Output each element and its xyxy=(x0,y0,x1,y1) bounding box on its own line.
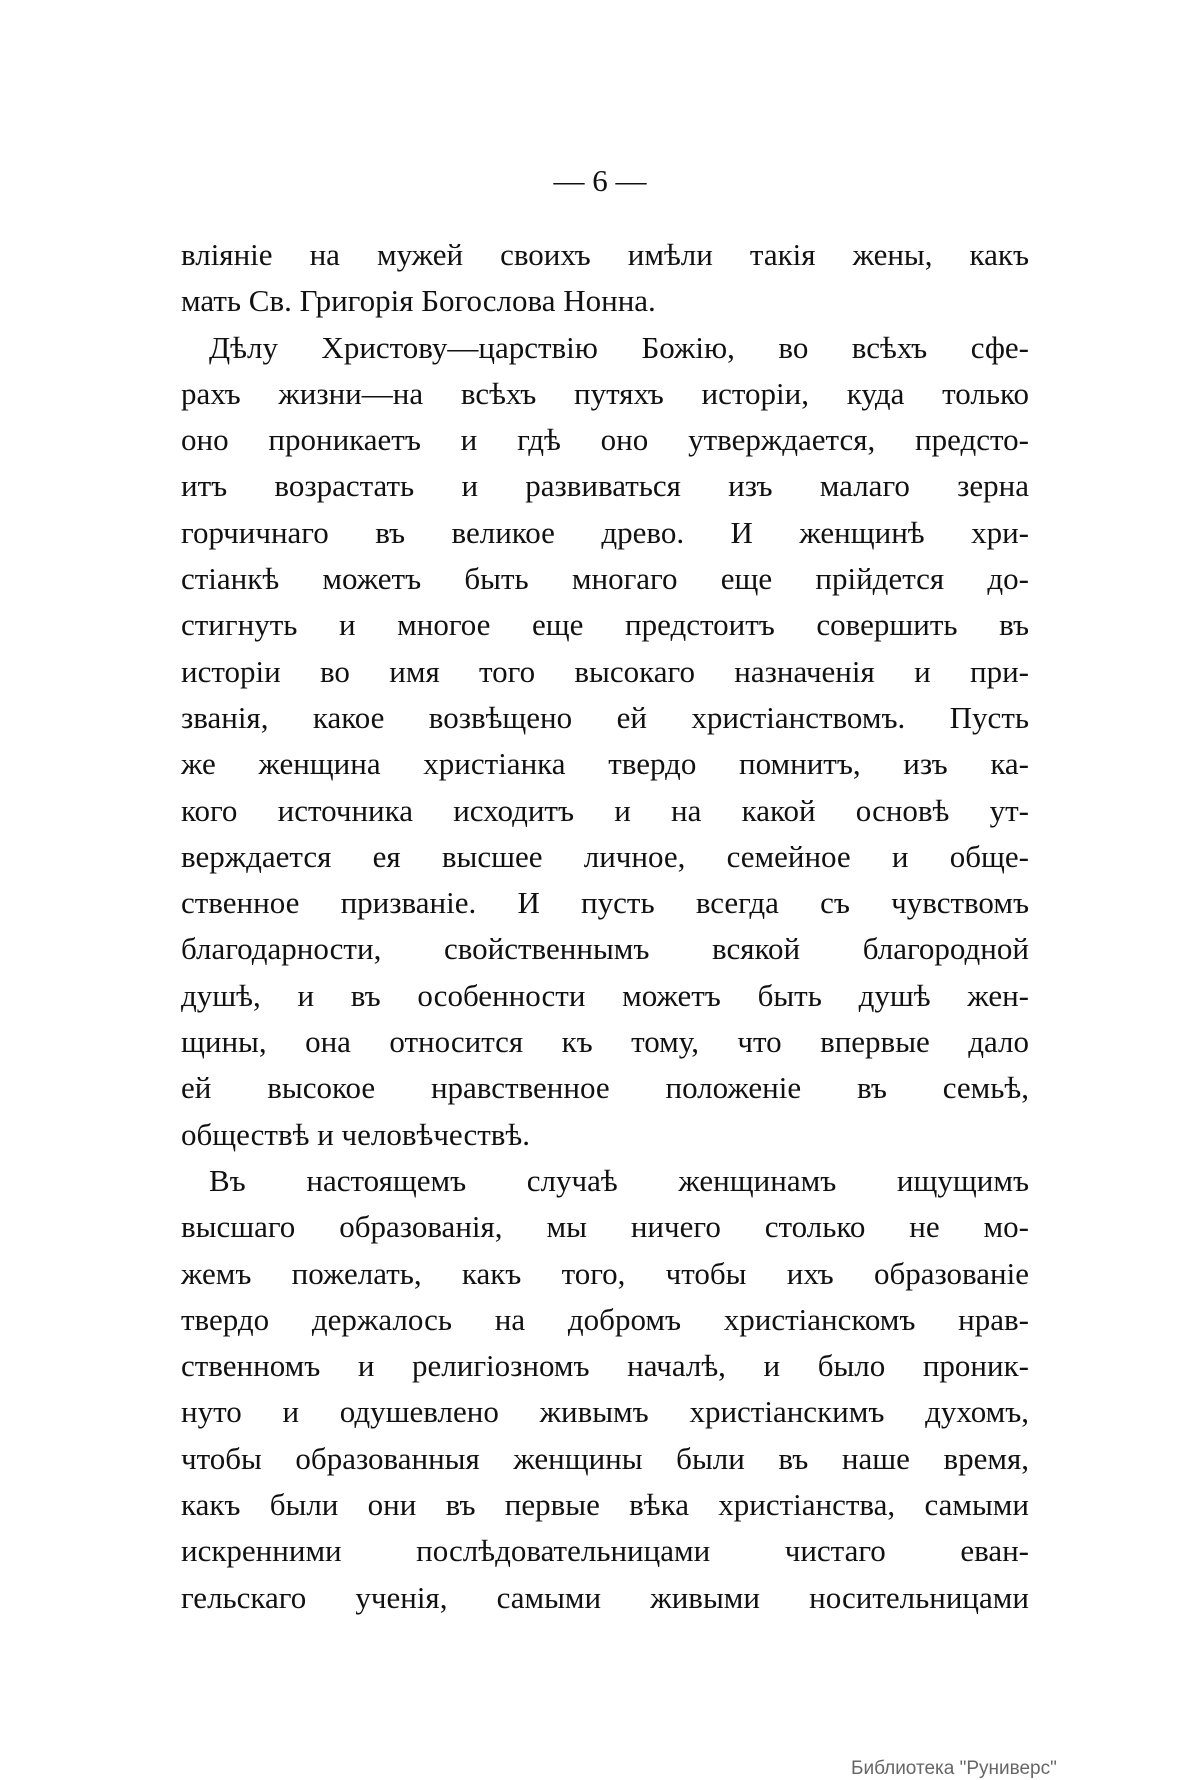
text-line: же женщина христіанка твердо помнитъ, изъ ка- xyxy=(181,746,1029,782)
text-line: твердо держалось на добромъ христіанскомъ нрав- xyxy=(181,1301,1029,1337)
text-line: Дѣлу Христову—царствію Божію, во всѣхъ сфе- xyxy=(209,329,1029,365)
text-line: вліяніе на мужей своихъ имѣли такія жены, какъ xyxy=(181,237,1029,272)
text-line: искренними послѣдовательницами чистаго еван- xyxy=(181,1533,1029,1569)
paragraph xyxy=(181,1158,1029,1621)
body-text xyxy=(181,232,1029,1621)
text-line: чтобы образованныя женщины были въ наше время, xyxy=(181,1440,1029,1476)
paragraph xyxy=(181,325,1029,1158)
text-line: гельскаго ученія, самыми живыми носительницами xyxy=(181,1579,1029,1615)
text-line: душѣ, и въ особенности можетъ быть душѣ жен- xyxy=(181,977,1029,1013)
text-line: стіанкѣ можетъ быть многаго еще прійдется до- xyxy=(181,561,1029,597)
text-line: горчичнаго въ великое древо. И женщинѣ хри- xyxy=(181,514,1029,550)
text-line: ственное призваніе. И пусть всегда съ чувствомъ xyxy=(181,885,1029,921)
text-line: жемъ пожелать, какъ того, чтобы ихъ образованіе xyxy=(181,1255,1029,1291)
library-watermark: Библиотека "Руниверс" xyxy=(851,1758,1057,1779)
text-line: ственномъ и религіозномъ началѣ, и было проник- xyxy=(181,1348,1029,1384)
paragraph xyxy=(181,232,1029,325)
text-line: оно проникаетъ и гдѣ оно утверждается, предсто- xyxy=(181,422,1029,458)
text-line: верждается ея высшее личное, семейное и обще- xyxy=(181,838,1029,874)
text-line: итъ возрастать и развиваться изъ малаго зерна xyxy=(181,468,1029,504)
text-line: щины, она относится къ тому, что впервые дало xyxy=(181,1024,1029,1060)
text-line: обществѣ и человѣчествѣ. xyxy=(181,1116,530,1152)
page-number: — 6 — xyxy=(553,163,647,198)
text-line: рахъ жизни—на всѣхъ путяхъ исторіи, куда только xyxy=(181,375,1029,411)
text-line: Въ настоящемъ случаѣ женщинамъ ищущимъ xyxy=(209,1162,1029,1198)
text-line: какъ были они въ первые вѣка христіанства, самыми xyxy=(181,1487,1029,1523)
text-line: кого источника исходитъ и на какой основѣ ут- xyxy=(181,792,1029,828)
text-line: высшаго образованія, мы ничего столько не мо- xyxy=(181,1209,1029,1245)
text-line: званія, какое возвѣщено ей христіанствомъ. Пусть xyxy=(181,699,1029,735)
text-line: благодарности, свойственнымъ всякой благородной xyxy=(181,931,1029,967)
text-line: нуто и одушевлено живымъ христіанскимъ духомъ, xyxy=(181,1394,1029,1430)
text-line: ей высокое нравственное положеніе въ семьѣ, xyxy=(181,1070,1029,1106)
text-line: исторіи во имя того высокаго назначенія и при- xyxy=(181,653,1029,689)
text-line: мать Св. Григорія Богослова Нонна. xyxy=(181,283,656,319)
text-line: стигнуть и многое еще предстоитъ совершить въ xyxy=(181,607,1029,643)
